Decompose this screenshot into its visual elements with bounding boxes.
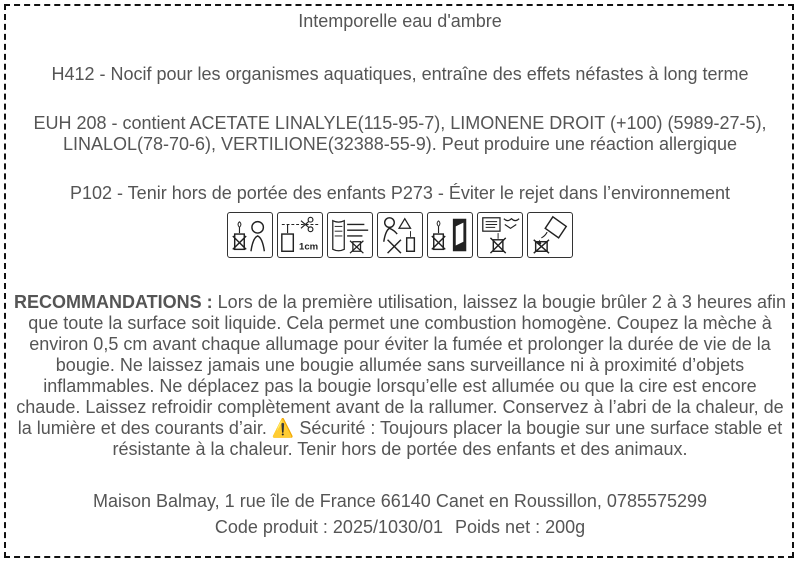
keep-away-from-children-icon bbox=[227, 212, 273, 258]
product-code: Code produit : 2025/1030/01 bbox=[214, 517, 444, 537]
safety-text: Sécurité : Toujours placer la bougie sur une surface stable et résistante à la chaleur. Tenir hors de portée des enfants et des animaux. bbox=[112, 418, 783, 459]
net-weight: Poids net : 200g bbox=[455, 517, 586, 537]
pictogram-row bbox=[0, 212, 800, 258]
manufacturer-address: Maison Balmay, 1 rue île de France 66140 Canet en Roussillon, 0785575299 bbox=[92, 491, 708, 511]
label-border bbox=[4, 4, 794, 558]
trim-wick-label: 1cm bbox=[299, 241, 319, 253]
warning-icon: ⚠️ bbox=[271, 418, 295, 438]
product-info-line bbox=[10, 516, 790, 538]
do-not-leave-unattended-icon bbox=[377, 212, 423, 258]
recommendations-heading: RECOMMANDATIONS : bbox=[14, 292, 213, 312]
recommendations-body: Lors de la première utilisation, laissez la bougie brûler 2 à 3 heures afin que toute la surface soit liquide. Cela permet une combustion homogène. Coupez la mèche à environ 0,5 cm avant chaque allumage pour éviter la fumée et prolonger la durée de vie de la bougie. Ne laissez jamais une bougie allumée sans surveillance ni à proximité d’objets inflammables. Ne déplacez pas la bougie lorsqu’elle est allumée ou que la cire est encore chaude. Laissez refroidir complètement avant de la rallumer. Conservez à l’abri de la chaleur, de la lumière et des courants d’air. bbox=[16, 292, 786, 438]
no-candle-near-curtains-icon bbox=[477, 212, 523, 258]
hazard-statement: H412 - Nocif pour les organismes aquatiques, entraîne des effets néfastes à long terme bbox=[51, 64, 749, 84]
do-not-pour-water-icon bbox=[527, 212, 573, 258]
recommendations-paragraph bbox=[12, 292, 788, 460]
precaution-statement: P102 - Tenir hors de portée des enfants P273 - Éviter le rejet dans l’environnement bbox=[69, 183, 731, 203]
keep-from-draft-icon bbox=[327, 212, 373, 258]
keep-away-from-flammables-icon bbox=[427, 212, 473, 258]
product-name: Intemporelle eau d'ambre bbox=[298, 11, 502, 31]
trim-wick-icon bbox=[277, 212, 323, 258]
euh-statement: EUH 208 - contient ACETATE LINALYLE(115-95-7), LIMONENE DROIT (+100) (5989-27-5), LINALOL(78-70-6), VERTILIONE(32388-55-9). Peut produire une réaction allergique bbox=[33, 113, 767, 154]
